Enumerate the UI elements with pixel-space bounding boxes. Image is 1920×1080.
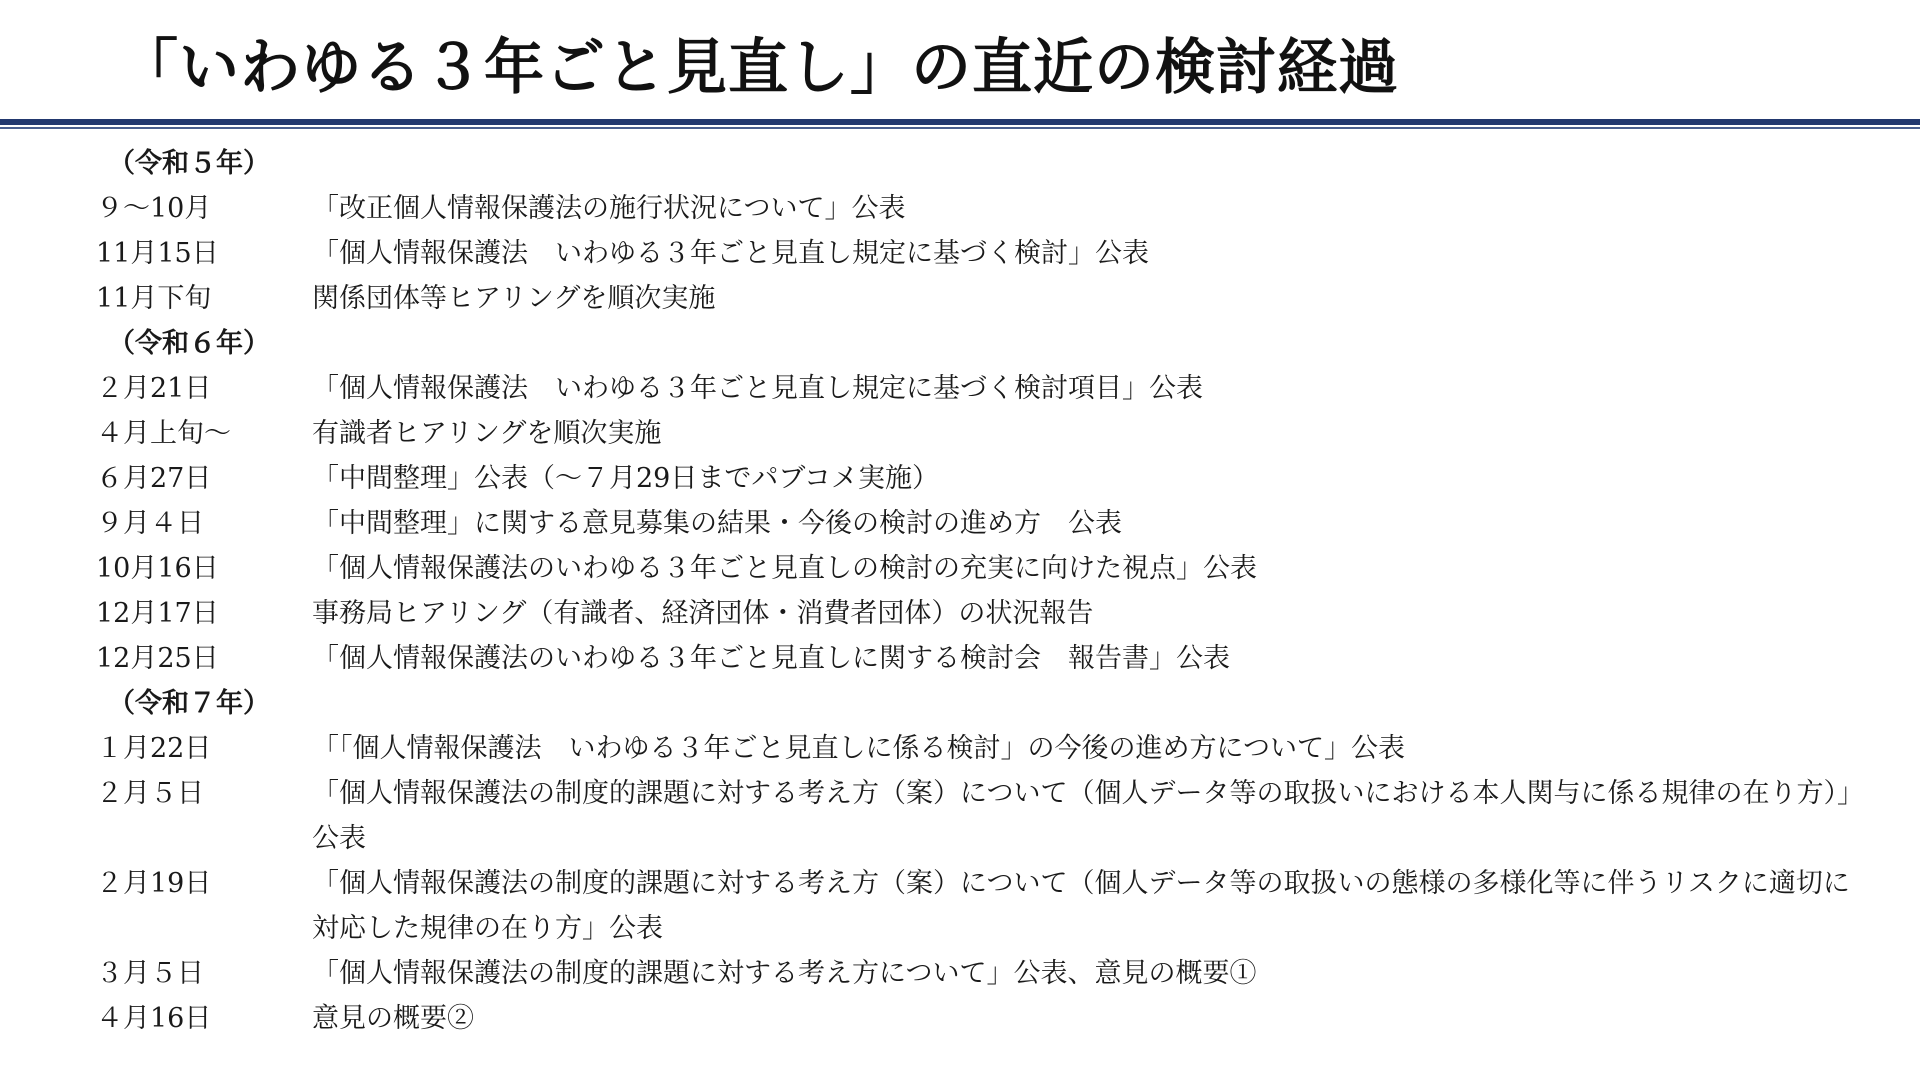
entry-text: 「個人情報保護法のいわゆる３年ごと見直しの検討の充実に向けた視点」公表 bbox=[312, 553, 1257, 584]
entry-text: 「中間整理」公表（～７月29日までパブコメ実施） bbox=[312, 463, 940, 494]
entry-text: 「個人情報保護法の制度的課題に対する考え方について」公表、意見の概要① bbox=[312, 958, 1257, 989]
entry-text: 「改正個人情報保護法の施行状況について」公表 bbox=[312, 193, 906, 224]
entry-text: 「個人情報保護法 いわゆる３年ごと見直し規定に基づく検討」公表 bbox=[312, 238, 1149, 269]
entry-date: ４月上旬～ bbox=[96, 418, 231, 449]
entry-date: ２月21日 bbox=[96, 373, 212, 404]
entry-date: 11月下旬 bbox=[96, 283, 212, 314]
entry-date: ６月27日 bbox=[96, 463, 212, 494]
entry-text: 「個人情報保護法 いわゆる３年ごと見直し規定に基づく検討項目」公表 bbox=[312, 373, 1203, 404]
timeline bbox=[0, 141, 1920, 1041]
entry-date: １月22日 bbox=[96, 733, 212, 764]
timeline-entry bbox=[0, 501, 1920, 546]
timeline-entry bbox=[0, 186, 1920, 231]
entry-text: 「中間整理」に関する意見募集の結果・今後の検討の進め方 公表 bbox=[312, 508, 1122, 539]
entry-date: ３月５日 bbox=[96, 958, 204, 989]
entry-text: 有識者ヒアリングを順次実施 bbox=[312, 418, 662, 449]
timeline-entry bbox=[0, 996, 1920, 1041]
title-divider-thin bbox=[0, 127, 1920, 129]
entry-date: ９～10月 bbox=[96, 193, 212, 224]
timeline-entry bbox=[0, 591, 1920, 636]
entry-text: 意見の概要② bbox=[312, 1003, 474, 1034]
entry-text: 関係団体等ヒアリングを順次実施 bbox=[312, 283, 716, 314]
timeline-entry bbox=[0, 726, 1920, 771]
entry-date: 12月17日 bbox=[96, 598, 219, 629]
entry-text: 事務局ヒアリング（有識者、経済団体・消費者団体）の状況報告 bbox=[312, 598, 1094, 629]
entry-date: 12月25日 bbox=[96, 643, 219, 674]
timeline-entry bbox=[0, 411, 1920, 456]
entry-text: 「個人情報保護法の制度的課題に対する考え方（案）について（個人データ等の取扱いにおける本人関与に係る規律の在り方）」公表 bbox=[312, 778, 1851, 854]
timeline-entry bbox=[0, 771, 1920, 861]
timeline-entry bbox=[0, 231, 1920, 276]
timeline-entry bbox=[0, 456, 1920, 501]
timeline-entry bbox=[0, 276, 1920, 321]
entry-text: 「個人情報保護法のいわゆる３年ごと見直しに関する検討会 報告書」公表 bbox=[312, 643, 1230, 674]
timeline-entry bbox=[0, 546, 1920, 591]
timeline-entry bbox=[0, 636, 1920, 681]
timeline-entry bbox=[0, 366, 1920, 411]
timeline-entry bbox=[0, 951, 1920, 996]
entry-text: 「「個人情報保護法 いわゆる３年ごと見直しに係る検討」の今後の進め方について」公表 bbox=[312, 733, 1405, 764]
year-heading-reiwa-6: （令和６年） bbox=[108, 328, 270, 359]
year-heading-reiwa-7: （令和７年） bbox=[108, 688, 270, 719]
title-divider-thick bbox=[0, 119, 1920, 125]
year-heading-reiwa-5: （令和５年） bbox=[108, 148, 270, 179]
timeline-entry bbox=[0, 861, 1920, 951]
entry-date: 11月15日 bbox=[96, 238, 219, 269]
entry-text: 「個人情報保護法の制度的課題に対する考え方（案）について（個人データ等の取扱いの態様の多様化等に伴うリスクに適切に対応した規律の在り方」公表 bbox=[312, 868, 1850, 944]
entry-date: ２月５日 bbox=[96, 778, 204, 809]
entry-date: ９月４日 bbox=[96, 508, 204, 539]
page-title: 「いわゆる３年ごと見直し」の直近の検討経過 bbox=[118, 33, 1399, 103]
entry-date: ２月19日 bbox=[96, 868, 212, 899]
entry-date: 10月16日 bbox=[96, 553, 219, 584]
entry-date: ４月16日 bbox=[96, 1003, 212, 1034]
